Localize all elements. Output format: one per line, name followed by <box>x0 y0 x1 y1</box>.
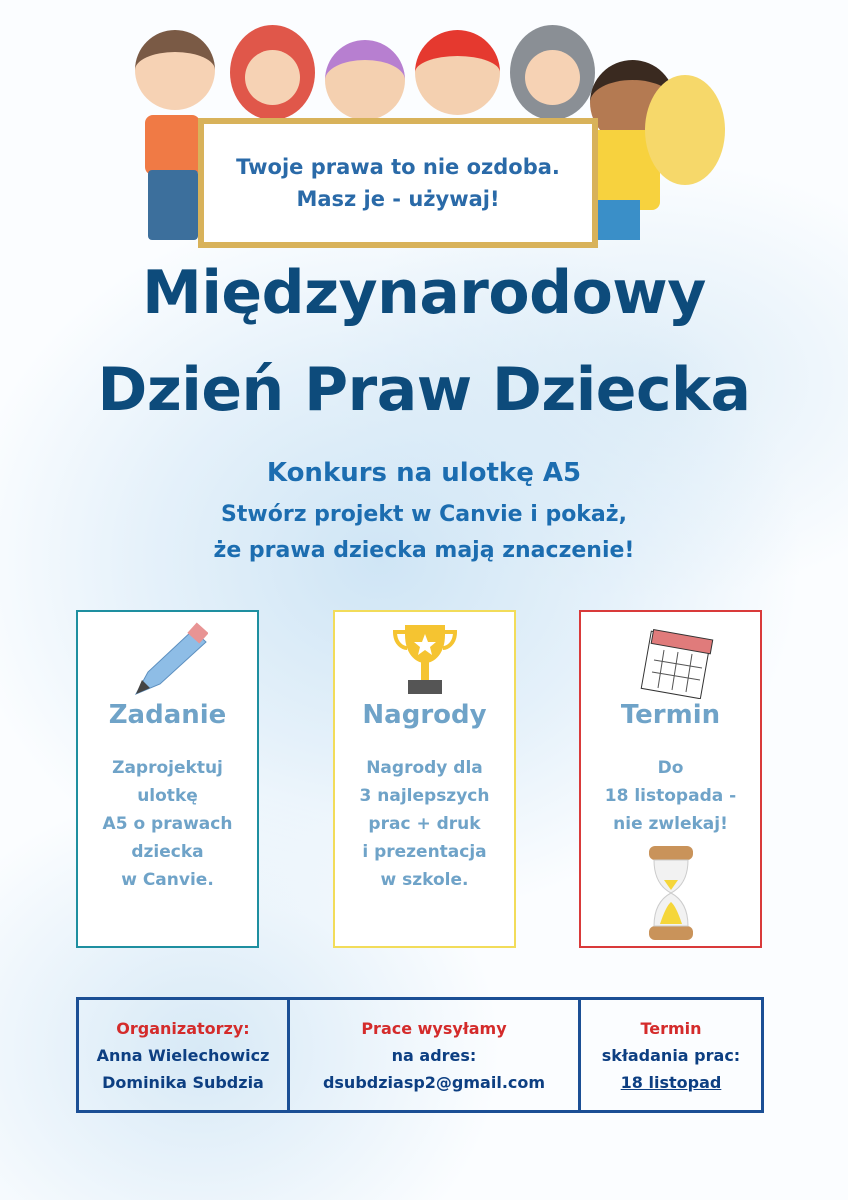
email-link[interactable]: dsubdziasp2@gmail.com <box>322 1072 546 1092</box>
card-task-text: Zaprojektuj ulotkę A5 o prawach dziecka w Canvie. <box>102 758 233 890</box>
organizer-name: Anna Wielechowicz <box>96 1045 270 1065</box>
footer-info-table <box>76 997 764 1113</box>
card-deadline <box>579 610 762 948</box>
card-deadline-title: Termin <box>620 700 721 730</box>
card-task <box>76 610 259 948</box>
pencil-icon <box>128 622 208 697</box>
send-label: Prace wysyłamy <box>361 1018 507 1038</box>
organizer-name: Dominika Subdzia <box>102 1072 264 1092</box>
card-prizes-title: Nagrody <box>362 700 487 730</box>
card-prizes <box>333 610 516 948</box>
slogan-line-1: Twoje prawa to nie ozdoba. <box>236 155 560 179</box>
subtitle-line-3: że prawa dziecka mają znaczenie! <box>213 538 635 563</box>
submission-cell <box>290 1000 581 1110</box>
deadline-date: 18 listopad <box>620 1072 722 1092</box>
deadline-label-2: składania prac: <box>601 1045 741 1065</box>
card-deadline-text: Do 18 listopada - nie zwlekaj! <box>604 758 737 834</box>
trophy-icon <box>390 620 460 700</box>
organizers-cell <box>79 1000 290 1110</box>
deadline-label: Termin <box>640 1018 702 1038</box>
page-title-line-1: Międzynarodowy <box>142 258 706 328</box>
card-prizes-text: Nagrody dla 3 najlepszych prac + druk i prezentacja w szkole. <box>359 758 490 890</box>
organizers-label: Organizatorzy: <box>116 1018 250 1038</box>
slogan-line-2: Masz je - używaj! <box>296 187 500 211</box>
calendar-icon <box>626 624 716 699</box>
deadline-cell <box>581 1000 761 1110</box>
page-title-line-2: Dzień Praw Dziecka <box>97 355 751 425</box>
subtitle-line-2: Stwórz projekt w Canvie i pokaż, <box>221 502 627 527</box>
card-task-title: Zadanie <box>108 700 227 730</box>
contest-name: Konkurs na ulotkę A5 <box>266 458 582 488</box>
send-label-2: na adres: <box>391 1045 477 1065</box>
slogan-banner <box>198 118 598 248</box>
hourglass-icon <box>646 844 696 942</box>
